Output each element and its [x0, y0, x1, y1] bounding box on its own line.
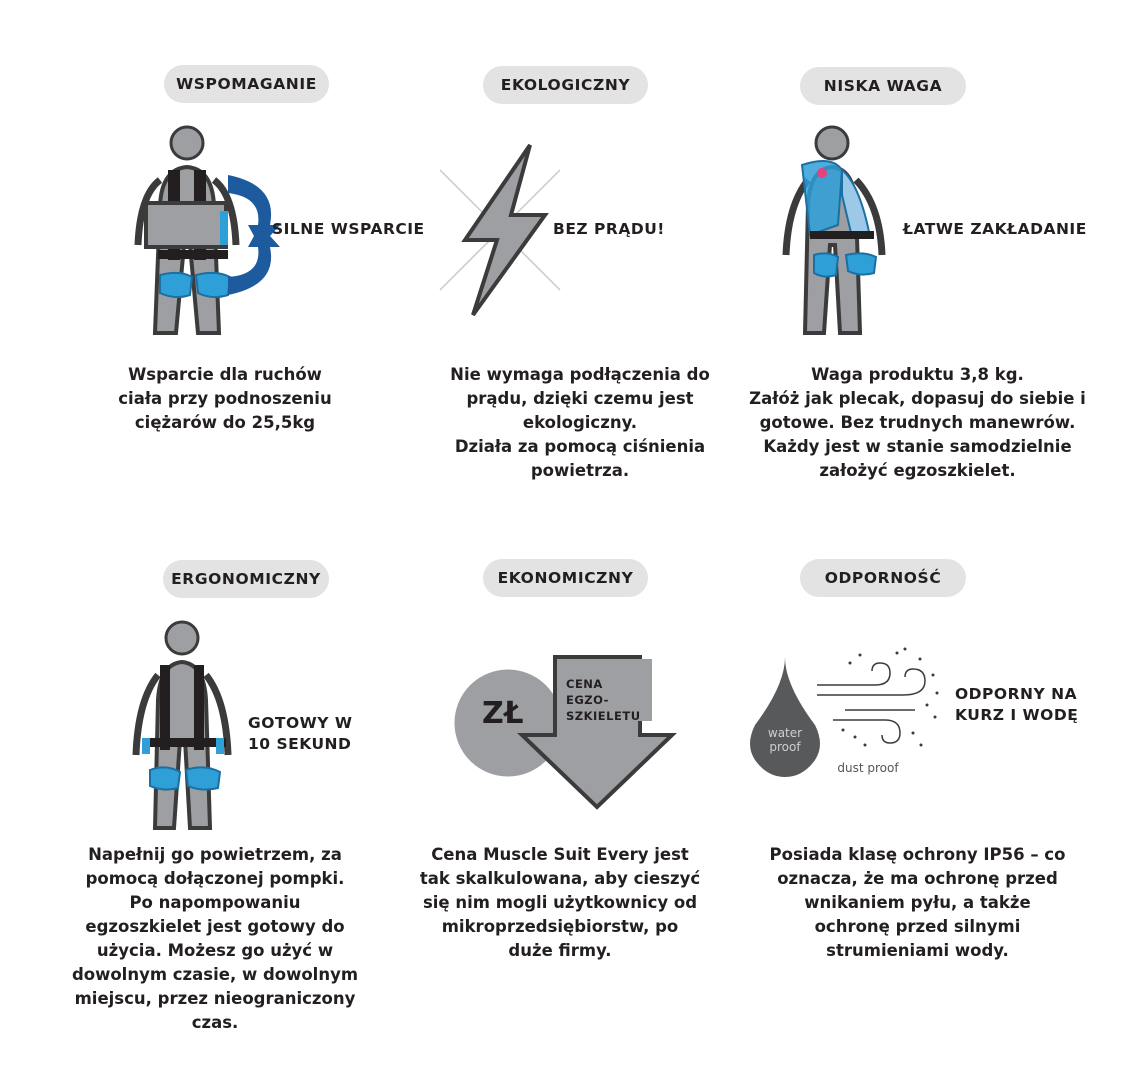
title-odpornosc: ODPORNOŚĆ: [824, 569, 942, 587]
description-line: powietrza.: [530, 461, 630, 480]
title-pill-wspomaganie: [164, 65, 329, 103]
water-label-line: water: [767, 726, 803, 740]
title-pill-ekologiczny: [483, 66, 648, 104]
callout-bez-pradu: [553, 219, 665, 240]
callout-latwe-zakladanie: [903, 219, 1087, 240]
description-line: ciężarów do 25,5kg: [134, 413, 316, 432]
description-ekologiczny: [420, 363, 740, 483]
title-ekologiczny: EKOLOGICZNY: [500, 76, 631, 94]
no-power-lightning-icon: [435, 140, 565, 320]
description-line: Każdy jest w stanie samodzielnie: [763, 437, 1072, 456]
description-line: Posiada klasę ochrony IP56 – co: [769, 845, 1066, 864]
title-niska-waga: NISKA WAGA: [823, 77, 943, 95]
price-label: [566, 676, 641, 724]
description-line: prądu, dzięki czemu jest: [466, 389, 694, 408]
exoskeleton-wearing-icon: [780, 125, 890, 340]
title-pill-niska-waga: [800, 67, 966, 105]
dust-label: dust proof: [837, 761, 899, 775]
description-niska-waga: [730, 363, 1105, 483]
description-line: egzoszkielet jest gotowy do: [85, 917, 345, 936]
water-label-line: proof: [769, 740, 801, 754]
water-proof-label: [752, 726, 818, 754]
callout-odporny: [955, 684, 1078, 726]
description-ergonomiczny: [40, 843, 390, 1035]
description-line: Nie wymaga podłączenia do: [450, 365, 710, 384]
description-line: Działa za pomocą ciśnienia: [454, 437, 706, 456]
description-line: gotowe. Bez trudnych manewrów.: [759, 413, 1076, 432]
description-line: czas.: [191, 1013, 239, 1032]
description-line: Wsparcie dla ruchów: [128, 365, 322, 384]
description-line: Po napompowaniu: [129, 893, 301, 912]
description-line: pomocą dołączonej pompki.: [85, 869, 345, 888]
callout-silne-wsparcie: [272, 219, 425, 240]
description-line: mikroprzedsiębiorstw, po: [441, 917, 679, 936]
callout-line: SZKIELETU: [566, 709, 641, 723]
description-line: ekologiczny.: [522, 413, 638, 432]
callout-line: KURZ I WODĘ: [955, 706, 1079, 724]
description-odpornosc: [735, 843, 1100, 963]
callout-line: EGZO-: [566, 693, 609, 707]
title-pill-odpornosc: [800, 559, 966, 597]
title-ergonomiczny: ERGONOMICZNY: [171, 570, 321, 588]
water-drop-icon: [745, 655, 825, 780]
callout-line: BEZ PRĄDU!: [553, 220, 665, 238]
description-line: dowolnym czasie, w dowolnym: [71, 965, 359, 984]
description-line: Cena Muscle Suit Every jest: [431, 845, 689, 864]
callout-line: CENA: [566, 677, 603, 691]
title-ekonomiczny: EKONOMICZNY: [497, 569, 634, 587]
price-down-arrow-icon: [450, 655, 680, 810]
exoskeleton-support-icon: [120, 125, 290, 340]
dust-proof-label: [828, 761, 908, 775]
currency-label: [482, 697, 524, 731]
description-line: oznacza, że ma ochronę przed: [777, 869, 1058, 888]
description-line: ochronę przed silnymi: [814, 917, 1021, 936]
description-line: ciała przy podnoszeniu: [118, 389, 332, 408]
callout-line: ŁATWE ZAKŁADANIE: [903, 220, 1087, 238]
description-line: wnikaniem pyłu, a także: [804, 893, 1031, 912]
title-pill-ekonomiczny: [483, 559, 648, 597]
description-line: duże firmy.: [508, 941, 612, 960]
callout-line: 10 SEKUND: [248, 735, 352, 753]
dust-wind-icon: [815, 645, 945, 760]
callout-line: ZŁ: [482, 696, 525, 731]
description-line: Napełnij go powietrzem, za: [88, 845, 342, 864]
description-line: tak skalkulowana, aby cieszyć: [419, 869, 701, 888]
title-wspomaganie: WSPOMAGANIE: [176, 75, 317, 93]
description-line: się nim mogli użytkownicy od: [422, 893, 698, 912]
description-line: miejscu, przez nieograniczony: [74, 989, 356, 1008]
callout-line: ODPORNY NA: [955, 685, 1078, 703]
exoskeleton-ready-icon: [130, 620, 250, 835]
description-line: Załóż jak plecak, dopasuj do siebie i: [749, 389, 1086, 408]
callout-line: GOTOWY W: [248, 714, 353, 732]
description-ekonomiczny: [395, 843, 725, 963]
title-pill-ergonomiczny: [163, 560, 329, 598]
callout-line: SILNE WSPARCIE: [272, 220, 425, 238]
description-line: założyć egzoszkielet.: [819, 461, 1016, 480]
description-line: użycia. Możesz go użyć w: [96, 941, 334, 960]
description-line: Waga produktu 3,8 kg.: [811, 365, 1024, 384]
description-line: strumieniami wody.: [826, 941, 1009, 960]
description-wspomaganie: [80, 363, 370, 435]
callout-gotowy: [248, 713, 352, 755]
